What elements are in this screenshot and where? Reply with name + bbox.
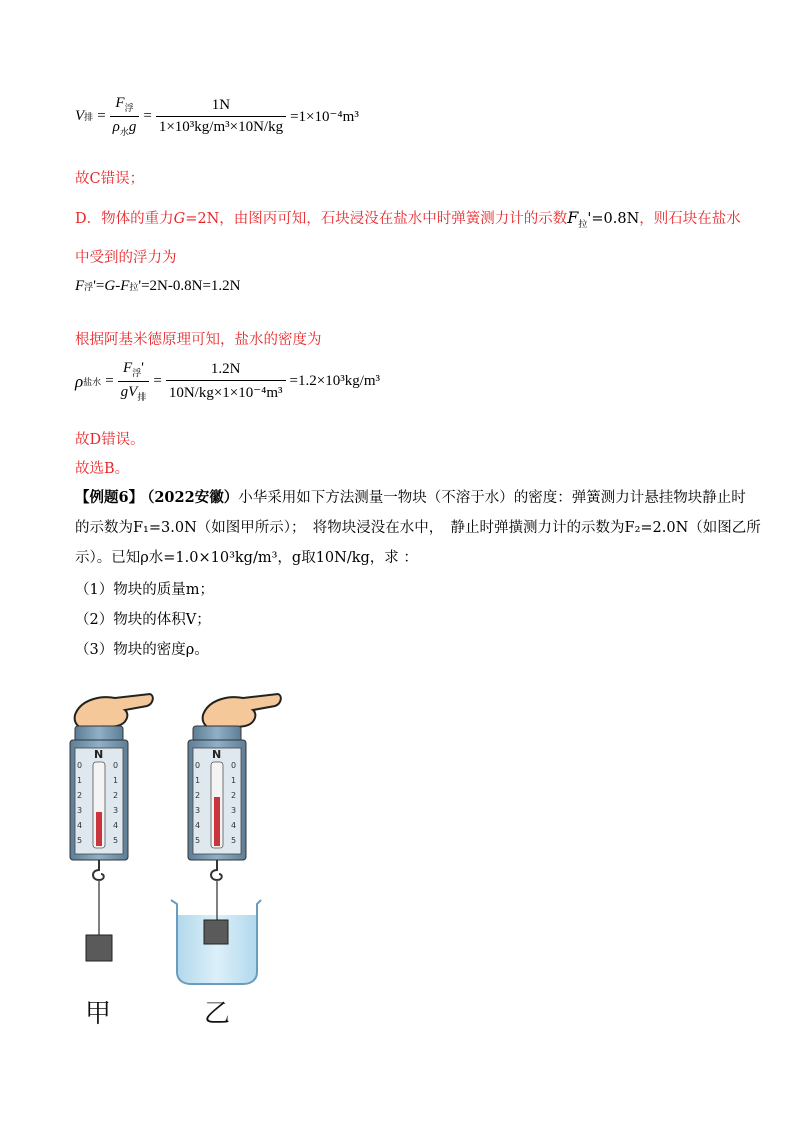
scale-spring-fill-right (214, 797, 220, 846)
line-d-f: F (567, 208, 579, 227)
formula-f: F (75, 278, 85, 294)
hook-right (211, 860, 222, 880)
formula-f-end: '=2N-0.8N=1.2N (138, 278, 241, 294)
rho-frac1-num: F (123, 360, 133, 376)
spring-scale-right (171, 694, 281, 984)
line-d-prefix: D．物体的重力 (75, 211, 174, 227)
formula-f-g: G (104, 278, 116, 294)
svg-text:0: 0 (195, 761, 201, 770)
scale-unit-right: N (212, 748, 222, 761)
svg-text:4: 4 (113, 821, 119, 830)
equals-sign: = (97, 108, 106, 124)
rho-frac1-den-sub: 排 (137, 392, 147, 402)
svg-text:1: 1 (231, 776, 237, 785)
frac2-num: 1N (211, 97, 231, 113)
svg-text:3: 3 (77, 806, 83, 815)
svg-text:5: 5 (113, 836, 119, 845)
formula-v-lhs: V (75, 108, 85, 124)
frac1-num-sub: 浮 (124, 103, 134, 113)
svg-text:5: 5 (77, 836, 83, 845)
frac1-den-rho: ρ (112, 119, 120, 135)
formula-v-lhs-sub: 排 (84, 112, 94, 122)
block-left (86, 935, 112, 961)
formula-f-minus: - (115, 278, 121, 294)
frac1-den-sub: 水 (119, 127, 129, 137)
spring-scale-left (70, 694, 153, 961)
example-source: （2022安徽） (147, 489, 239, 506)
svg-text:2: 2 (77, 791, 83, 800)
example-line-2: 的示数为F₁=3.0N（如图甲所示）； 将物块浸没在水中， 静止时弹撗测力计的示数为F₂=2.0N（如图乙所 (75, 520, 761, 536)
rho-frac2-den: 10N/kg×1×10⁻⁴m³ (166, 380, 286, 402)
block-right (204, 920, 228, 944)
spring-scale-figure (55, 690, 315, 1030)
formula-rho-lhs-sub: 盐水 (83, 377, 102, 387)
rho-frac2-num: 1.2N (210, 361, 241, 377)
question-1: （1）物块的质量m； (75, 582, 214, 598)
fraction-density-numeric (166, 361, 286, 402)
fraction-f-over-gv (118, 360, 150, 403)
line-d-mid: =2N，由图丙可知，石块浸没在盐水中时弹簧测力计的示数 (185, 211, 568, 227)
formula-rho-result: =1.2×10³kg/m³ (289, 373, 381, 389)
example-line-1 (75, 488, 746, 508)
svg-text:5: 5 (231, 836, 237, 845)
svg-text:0: 0 (231, 761, 237, 770)
svg-text:4: 4 (195, 821, 201, 830)
svg-text:0: 0 (77, 761, 83, 770)
equals-sign-3: = (105, 373, 114, 389)
rho-frac1-den-v: V (128, 384, 138, 400)
example-tag: 【例题6】 (75, 489, 144, 506)
formula-f-mid: '= (93, 278, 105, 294)
question-3: （3）物块的密度ρ。 (75, 642, 209, 658)
line-d-wrong: 故D错误。 (75, 432, 145, 448)
line-choose-b: 故选B。 (75, 461, 130, 477)
svg-text:3: 3 (231, 806, 237, 815)
scale-unit-left: N (94, 748, 104, 761)
rho-frac1-den-g: g (120, 384, 129, 400)
equals-sign-4: = (153, 373, 162, 389)
rho-frac1-num-sub: 浮 (132, 368, 142, 378)
line-c-wrong: 故C错误； (75, 171, 145, 187)
example-line1-rest: 小华采用如下方法测量一物块（不溶于水）的密度：弹簧测力计悬挂物块静止时 (238, 490, 746, 506)
svg-text:5: 5 (195, 836, 201, 845)
svg-text:4: 4 (77, 821, 83, 830)
rho-frac1-num-tail: ' (141, 360, 144, 376)
example-line-3: 示）。已知ρ水=1.0×10³kg/m³，g取10N/kg，求 ： (75, 550, 418, 566)
line-d-g: G (173, 211, 186, 227)
fraction-f-over-rho-g (110, 95, 140, 138)
fraction-numeric (156, 97, 286, 136)
formula-f-sub: 浮 (84, 282, 94, 292)
formula-volume (75, 95, 359, 138)
frac1-den-g: g (128, 119, 137, 135)
svg-text:1: 1 (113, 776, 119, 785)
line-d-statement (75, 208, 741, 235)
svg-text:1: 1 (195, 776, 201, 785)
line-d-f-sub: 拉 (578, 220, 588, 230)
question-2: （2）物块的体积V； (75, 612, 211, 628)
svg-text:3: 3 (195, 806, 201, 815)
formula-density (75, 360, 380, 403)
formula-f2: F (120, 278, 130, 294)
line-d-val: '=0.8N (587, 211, 640, 227)
line-d-continued: 中受到的浮力为 (75, 250, 177, 266)
formula-buoyancy (75, 278, 241, 295)
label-jia: 甲 (85, 999, 112, 1029)
svg-text:2: 2 (231, 791, 237, 800)
formula-f2-sub: 拉 (129, 282, 139, 292)
svg-text:4: 4 (231, 821, 237, 830)
svg-text:1: 1 (77, 776, 83, 785)
svg-text:0: 0 (113, 761, 119, 770)
formula-v-result: =1×10⁻⁴m³ (290, 109, 359, 125)
hand-left (75, 694, 153, 730)
line-d-suffix: ，则石块在盐水 (639, 211, 741, 227)
frac1-num: F (115, 95, 125, 111)
hand-right (203, 694, 281, 730)
svg-text:2: 2 (113, 791, 119, 800)
equals-sign-2: = (143, 108, 152, 124)
formula-rho-lhs: ρ (75, 371, 84, 391)
line-archimedes: 根据阿基米德原理可知，盐水的密度为 (75, 332, 322, 348)
svg-text:2: 2 (195, 791, 201, 800)
label-yi: 乙 (204, 999, 231, 1029)
scale-spring-fill-left (96, 812, 102, 846)
hook-left (93, 860, 104, 880)
svg-text:3: 3 (113, 806, 119, 815)
frac2-den: 1×10³kg/m³×10N/kg (156, 116, 286, 136)
